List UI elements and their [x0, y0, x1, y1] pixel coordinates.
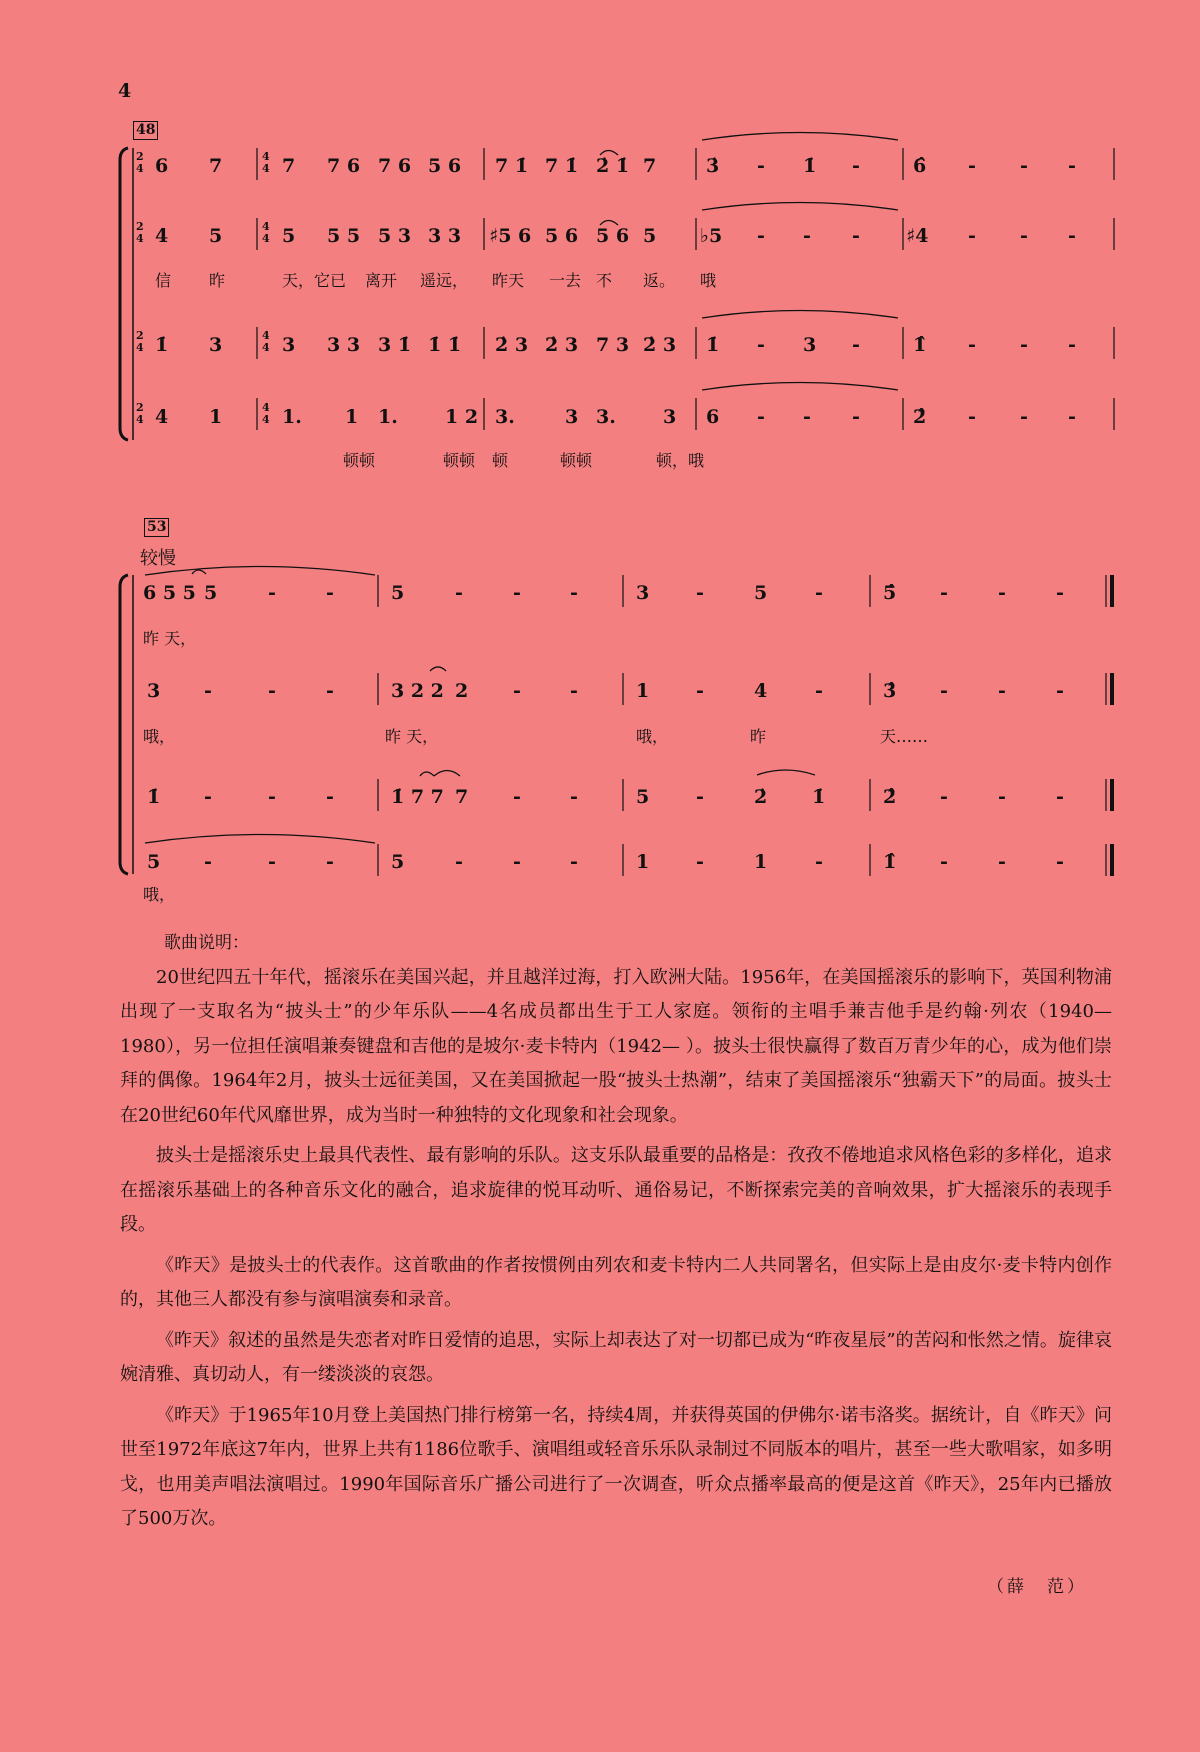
note: 1	[345, 406, 359, 428]
note: 5	[643, 225, 657, 247]
note: -	[757, 334, 765, 356]
svg-text:4: 4	[262, 150, 270, 163]
system2-lyrics-voice4	[143, 885, 175, 904]
note: 4	[155, 225, 169, 247]
svg-text:4: 4	[136, 413, 144, 426]
note: -	[455, 851, 463, 873]
lyric: 昨	[750, 727, 767, 746]
lyric: 昨 天，	[385, 727, 439, 746]
note: -	[1056, 680, 1064, 702]
rehearsal-mark-53: 53	[144, 518, 169, 537]
note: -	[1068, 155, 1076, 177]
note: 6 5 5	[143, 582, 196, 604]
note: 5	[282, 225, 296, 247]
note: -	[513, 851, 521, 873]
note: 7 1̇	[545, 155, 579, 177]
note: 5	[754, 582, 768, 604]
note: -	[968, 155, 976, 177]
note: 3	[565, 406, 579, 428]
note: ♯4	[906, 225, 929, 247]
lyric: 遥远，	[420, 271, 469, 290]
note: -	[570, 786, 578, 808]
note: 1̇	[155, 334, 169, 356]
lyric: 哦，	[636, 727, 669, 746]
note: 2̇ 3	[545, 334, 579, 356]
svg-text:4: 4	[262, 329, 270, 342]
note: -	[998, 680, 1006, 702]
system2-voice4	[147, 851, 1064, 873]
note: 7	[209, 155, 223, 177]
system2-ties	[145, 567, 815, 844]
time-signatures-change	[262, 150, 270, 426]
note: 2̂	[913, 406, 927, 428]
note: 7 6	[378, 155, 412, 177]
note: -	[803, 406, 811, 428]
lyric: 顿	[492, 451, 509, 470]
note: -	[268, 786, 276, 808]
note: 5	[391, 851, 405, 873]
svg-text:4: 4	[136, 162, 144, 175]
note: 3	[282, 334, 296, 356]
note: -	[570, 582, 578, 604]
note: -	[696, 680, 704, 702]
note: -	[204, 680, 212, 702]
svg-text:4: 4	[262, 162, 270, 175]
system1-lyrics-voice4	[343, 451, 705, 470]
note: -	[757, 155, 765, 177]
note: -	[1020, 406, 1028, 428]
note: 3 3	[428, 225, 462, 247]
note: -	[998, 786, 1006, 808]
note: 3	[636, 582, 650, 604]
note: 1̇ 1̇	[428, 334, 462, 356]
note: 1̇	[803, 155, 817, 177]
svg-text:4: 4	[262, 220, 270, 233]
note: 4	[155, 406, 169, 428]
note: 1̇ 7 7	[391, 786, 444, 808]
note: 7 3	[596, 334, 630, 356]
note: 5	[209, 225, 223, 247]
note: 1̇	[147, 786, 161, 808]
note: -	[940, 786, 948, 808]
note: 6	[155, 155, 169, 177]
explanation-paragraph: 20世纪四五十年代，摇滚乐在美国兴起，并且越洋过海，打入欧洲大陆。1956年，在美国摇滚乐的影响下，英国利物浦出现了一支取名为“披头士”的少年乐队——4名成员都出生于工人家庭。领衔的主唱手兼吉他手是约翰·列农（1940—1980），另一位担任演唱兼奏键盘和吉他的是坡尔·麦卡特内（1942— ）。披头士很快赢得了数百万青少年的心，成为他们崇拜的偶像。1964年2月，披头士远征美国，又在美国掀起一股“披头士热潮”，结束了美国摇滚乐“独霸天下”的局面。披头士在20世纪60年代风靡世界，成为当时一种独特的文化现象和社会现象。	[120, 966, 1112, 1126]
svg-text:2: 2	[136, 150, 144, 163]
note: 1	[209, 406, 223, 428]
lyric: 昨	[209, 271, 226, 290]
note: 3.	[495, 406, 515, 428]
note: -	[1020, 334, 1028, 356]
note: 3	[803, 334, 817, 356]
note: 5 5	[327, 225, 361, 247]
note: -	[696, 582, 704, 604]
system2-lyrics-voice1	[143, 629, 196, 648]
note: 7	[282, 155, 296, 177]
note: 3.	[596, 406, 616, 428]
note: 7	[455, 786, 469, 808]
system1-voice2	[155, 225, 1076, 247]
note: -	[696, 786, 704, 808]
note: -	[940, 582, 948, 604]
note: -	[1020, 225, 1028, 247]
note: -	[815, 582, 823, 604]
note: 3 3	[327, 334, 361, 356]
svg-text:2: 2	[136, 220, 144, 233]
note: -	[940, 680, 948, 702]
note: -	[204, 786, 212, 808]
system2-final-barlines	[1106, 575, 1112, 876]
explanation-heading: 歌曲说明：	[164, 933, 249, 953]
lyric: 离开	[365, 271, 398, 290]
note: -	[513, 786, 521, 808]
lyric: 天，它已	[282, 271, 347, 290]
note: 1̂	[883, 851, 897, 873]
note: -	[1068, 406, 1076, 428]
note: 5 6	[428, 155, 462, 177]
page-number: 4	[118, 80, 132, 102]
note: -	[1056, 851, 1064, 873]
note: 1̂	[913, 334, 927, 356]
lyric: 顿顿	[343, 451, 376, 470]
lyric: 天……	[880, 727, 929, 746]
note: -	[1056, 786, 1064, 808]
note: -	[570, 851, 578, 873]
note: -	[852, 406, 860, 428]
note: 2̂	[883, 786, 897, 808]
system2-lyrics-voice2	[143, 727, 928, 746]
note: -	[852, 225, 860, 247]
note: 2	[455, 680, 469, 702]
note: -	[1068, 334, 1076, 356]
lyric: 哦，	[143, 727, 176, 746]
svg-text:4: 4	[136, 341, 144, 354]
note: -	[757, 225, 765, 247]
explanation-paragraph: 《昨天》是披头士的代表作。这首歌曲的作者按惯例由列农和麦卡特内二人共同署名，但实际上是由皮尔·麦卡特内创作的，其他三人都没有参与演唱演奏和录音。	[120, 1254, 1112, 1310]
lyric: 昨天	[492, 271, 525, 290]
note: 5 3	[378, 225, 412, 247]
svg-text:4: 4	[262, 413, 270, 426]
note: -	[1020, 155, 1028, 177]
note: 5̂	[883, 582, 897, 604]
system2-voice1	[143, 582, 1064, 604]
note: 3	[663, 406, 677, 428]
note: -	[998, 582, 1006, 604]
note: -	[852, 334, 860, 356]
note: 3	[147, 680, 161, 702]
lyric: 顿顿	[443, 451, 476, 470]
tempo-marking: 较慢	[140, 548, 176, 569]
note: 5	[391, 582, 405, 604]
note: 4	[754, 680, 768, 702]
note: -	[815, 680, 823, 702]
note: -	[326, 680, 334, 702]
lyric: 昨 天，	[143, 629, 197, 648]
note: -	[570, 680, 578, 702]
note: 5	[204, 582, 218, 604]
svg-text:4: 4	[262, 341, 270, 354]
note: 2̇ 3	[643, 334, 677, 356]
time-signatures-initial	[136, 150, 144, 426]
note: 5	[147, 851, 161, 873]
system1-voice4	[155, 406, 1076, 428]
note: -	[326, 851, 334, 873]
svg-text:2: 2	[136, 401, 144, 414]
explanation-paragraph: 《昨天》于1965年10月登上美国热门排行榜第一名，持续4周，并获得英国的伊佛尔·诺韦洛奖。据统计，自《昨天》问世至1972年底这7年内，世界上共有1186位歌手、演唱组或轻音乐乐队录制过不同版本的唱片，甚至一些大歌唱家，如多明戈，也用美声唱法演唱过。1990年国际音乐广播公司进行了一次调查，听众点播率最高的便是这首《昨天》，25年内已播放了500万次。	[120, 1404, 1112, 1529]
system1-brace	[120, 148, 128, 440]
note: -	[852, 155, 860, 177]
note: 1 2	[445, 406, 479, 428]
svg-text:2: 2	[136, 329, 144, 342]
note: -	[326, 786, 334, 808]
song-explanation	[120, 926, 1112, 1543]
lyric: 信	[155, 271, 172, 290]
note: -	[803, 225, 811, 247]
note: -	[455, 582, 463, 604]
note: 1̇	[706, 334, 720, 356]
note: 7 6	[327, 155, 361, 177]
note: -	[968, 225, 976, 247]
note: -	[268, 582, 276, 604]
note: 2̇ 1̇	[596, 155, 630, 177]
note: -	[968, 334, 976, 356]
system1-voice1	[155, 155, 1076, 177]
note: 1̇	[812, 786, 826, 808]
system1-lyrics-voice2	[155, 271, 717, 290]
note: 1	[636, 851, 650, 873]
note: ♭5	[700, 225, 723, 247]
note: -	[940, 851, 948, 873]
system2-barlines	[378, 575, 870, 876]
note: -	[513, 680, 521, 702]
lyric: 顿，哦	[656, 451, 705, 470]
note: -	[757, 406, 765, 428]
note: ♯5 6	[489, 225, 532, 247]
note: 2̇	[754, 786, 768, 808]
note: 3̂	[883, 680, 897, 702]
note: -	[696, 851, 704, 873]
note: -	[513, 582, 521, 604]
system2-voice2	[147, 680, 1064, 702]
note: -	[268, 851, 276, 873]
rehearsal-mark-48: 48	[133, 121, 158, 140]
svg-text:4: 4	[262, 232, 270, 245]
note: -	[1056, 582, 1064, 604]
note: 7 1̇	[495, 155, 529, 177]
note: 7	[643, 155, 657, 177]
lyric: 一去	[549, 271, 582, 290]
note: 5 6	[545, 225, 579, 247]
note: 3̇	[706, 155, 720, 177]
lyric: 不	[596, 271, 613, 290]
note: -	[815, 851, 823, 873]
explanation-paragraph: 披头士是摇滚乐史上最具代表性、最有影响的乐队。这支乐队最重要的品格是：孜孜不倦地追求风格色彩的多样化，追求在摇滚乐基础上的各种音乐文化的融合，追求旋律的悦耳动听、通俗易记，不断探索完美的音响效果，扩大摇滚乐的表现手段。	[120, 1145, 1112, 1235]
explanation-paragraph: 《昨天》叙述的虽然是失恋者对昨日爱情的追思，实际上却表达了对一切都已成为“昨夜星辰”的苦闷和怅然之情。旋律哀婉清雅、真切动人，有一缕淡淡的哀怨。	[120, 1329, 1112, 1385]
note: -	[326, 582, 334, 604]
note: -	[998, 851, 1006, 873]
system1-voice3	[155, 334, 1076, 356]
note: -	[968, 406, 976, 428]
lyric: 哦	[700, 271, 717, 290]
note: 2̇ 3	[495, 334, 529, 356]
note: 6	[706, 406, 720, 428]
note: 1.	[378, 406, 398, 428]
note: 3	[209, 334, 223, 356]
system2-voice3	[147, 786, 1064, 808]
lyric: 返。	[643, 271, 676, 290]
note: -	[1068, 225, 1076, 247]
svg-text:4: 4	[262, 401, 270, 414]
note: 5	[636, 786, 650, 808]
system2-brace	[120, 575, 128, 874]
lyric: 顿顿	[560, 451, 593, 470]
note: -	[268, 680, 276, 702]
svg-text:4: 4	[136, 232, 144, 245]
note: 6̂	[913, 155, 927, 177]
note: 3 1̇	[378, 334, 412, 356]
note: 1	[754, 851, 768, 873]
note: 3 2 2	[391, 680, 444, 702]
lyric: 哦，	[143, 885, 176, 904]
note: 1.	[282, 406, 302, 428]
note: 1	[636, 680, 650, 702]
note: -	[204, 851, 212, 873]
note: 5 6	[596, 225, 630, 247]
author-credit: （薛 范）	[987, 1577, 1087, 1597]
